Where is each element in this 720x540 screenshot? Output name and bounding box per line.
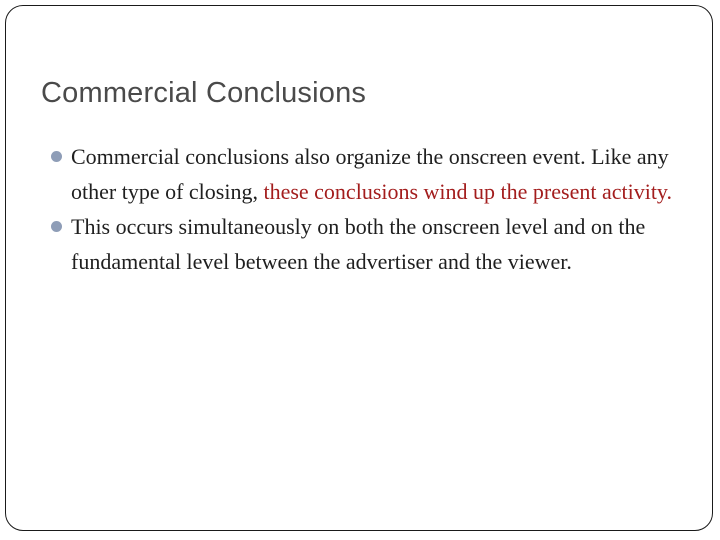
bullet-1-text: Commercial conclusions also organize the onscreen event. Like any other type of closing, xyxy=(71,144,669,204)
bullet-item-2 xyxy=(51,209,691,279)
slide-frame xyxy=(5,5,713,531)
bullet-2-text: This occurs simultaneously on both the onscreen level and on the fundamental level between the advertiser and the viewer. xyxy=(71,214,646,274)
bullet-list xyxy=(51,139,691,279)
bullet-dot-icon xyxy=(51,151,62,162)
bullet-item-1 xyxy=(51,139,691,209)
bullet-1-highlight-text: these conclusions wind up the present activity. xyxy=(263,179,673,204)
slide-title: Commercial Conclusions xyxy=(41,77,367,109)
bullet-dot-icon xyxy=(51,221,62,232)
